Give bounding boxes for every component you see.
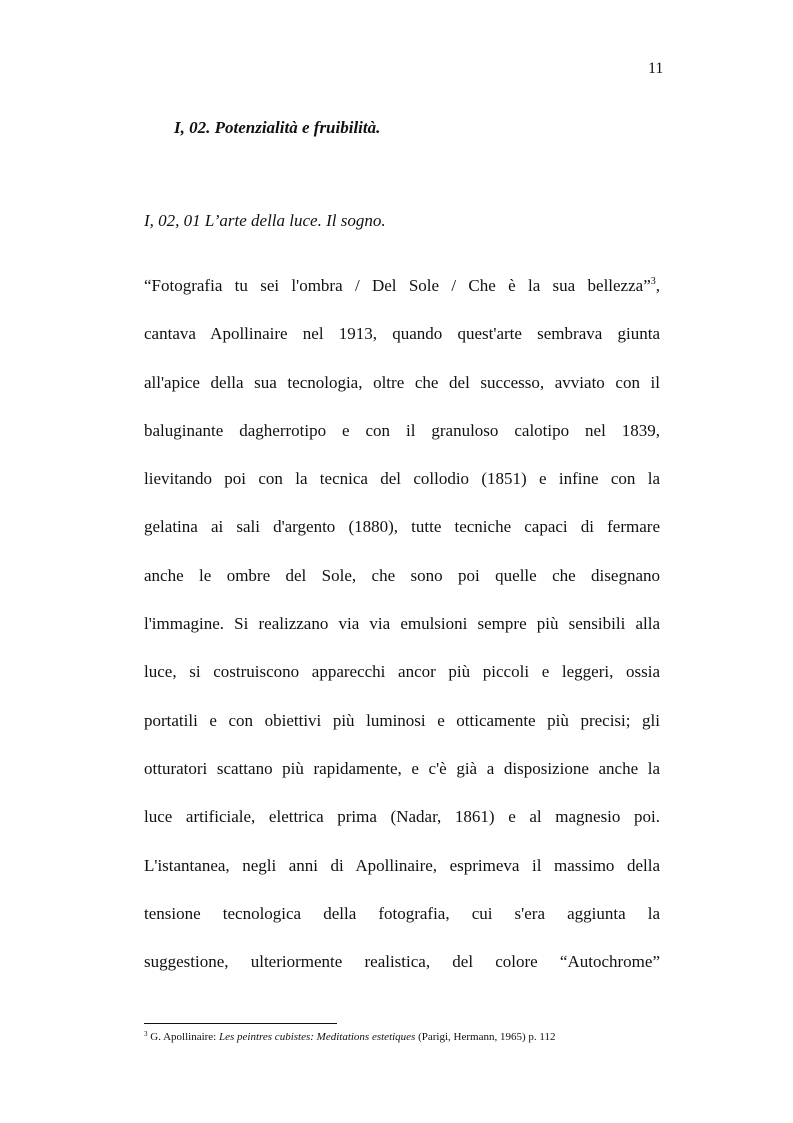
- paragraph-line: luce, si costruiscono apparecchi ancor più piccoli e leggeri, ossia: [144, 662, 660, 682]
- paragraph-line: luce artificiale, elettrica prima (Nadar, 1861) e al magnesio poi.: [144, 807, 660, 827]
- paragraph-line: L'istantanea, negli anni di Apollinaire, esprimeva il massimo della: [144, 855, 660, 875]
- page-number: 11: [648, 60, 664, 77]
- paragraph-line: lievitando poi con la tecnica del collodio (1851) e infine con la: [144, 469, 660, 489]
- footnote: [144, 1031, 555, 1043]
- subsection-title: I, 02, 01 L’arte della luce. Il sogno.: [144, 211, 386, 230]
- body-paragraph: [144, 271, 660, 995]
- paragraph-line: otturatori scattano più rapidamente, e c'è già a disposizione anche la: [144, 758, 660, 778]
- quote-text: “Fotografia tu sei l'ombra / Del Sole / Che è la sua bellezza”: [144, 276, 651, 295]
- line-punctuation: ,: [655, 276, 660, 295]
- footnote-work-title: Les peintres cubistes: Meditations estetiques: [219, 1031, 416, 1043]
- paragraph-line: anche le ombre del Sole, che sono poi quelle che disegnano: [144, 565, 660, 585]
- footnote-details: (Parigi, Hermann, 1965) p. 112: [415, 1031, 556, 1043]
- paragraph-line: suggestione, ulteriormente realistica, del colore “Autochrome”: [144, 952, 660, 972]
- paragraph-line: all'apice della sua tecnologia, oltre che del successo, avviato con il: [144, 372, 660, 392]
- section-title: I, 02. Potenzialità e fruibilità.: [174, 118, 381, 137]
- paragraph-line: cantava Apollinaire nel 1913, quando quest'arte sembrava giunta: [144, 324, 660, 344]
- footnote-author: G. Apollinaire:: [150, 1031, 219, 1043]
- footnote-number: 3: [144, 1030, 148, 1038]
- paragraph-line: gelatina ai sali d'argento (1880), tutte tecniche capaci di fermare: [144, 517, 660, 537]
- paragraph-line: l'immagine. Si realizzano via via emulsioni sempre più sensibili alla: [144, 614, 660, 634]
- paragraph-line: portatili e con obiettivi più luminosi e otticamente più precisi; gli: [144, 710, 660, 730]
- paragraph-line: tensione tecnologica della fotografia, cui s'era aggiunta la: [144, 903, 660, 923]
- paragraph-line: baluginante dagherrotipo e con il granuloso calotipo nel 1839,: [144, 420, 660, 440]
- paragraph-line: [144, 271, 660, 319]
- footnote-reference[interactable]: 3: [650, 276, 656, 287]
- footnote-divider: [144, 1023, 337, 1024]
